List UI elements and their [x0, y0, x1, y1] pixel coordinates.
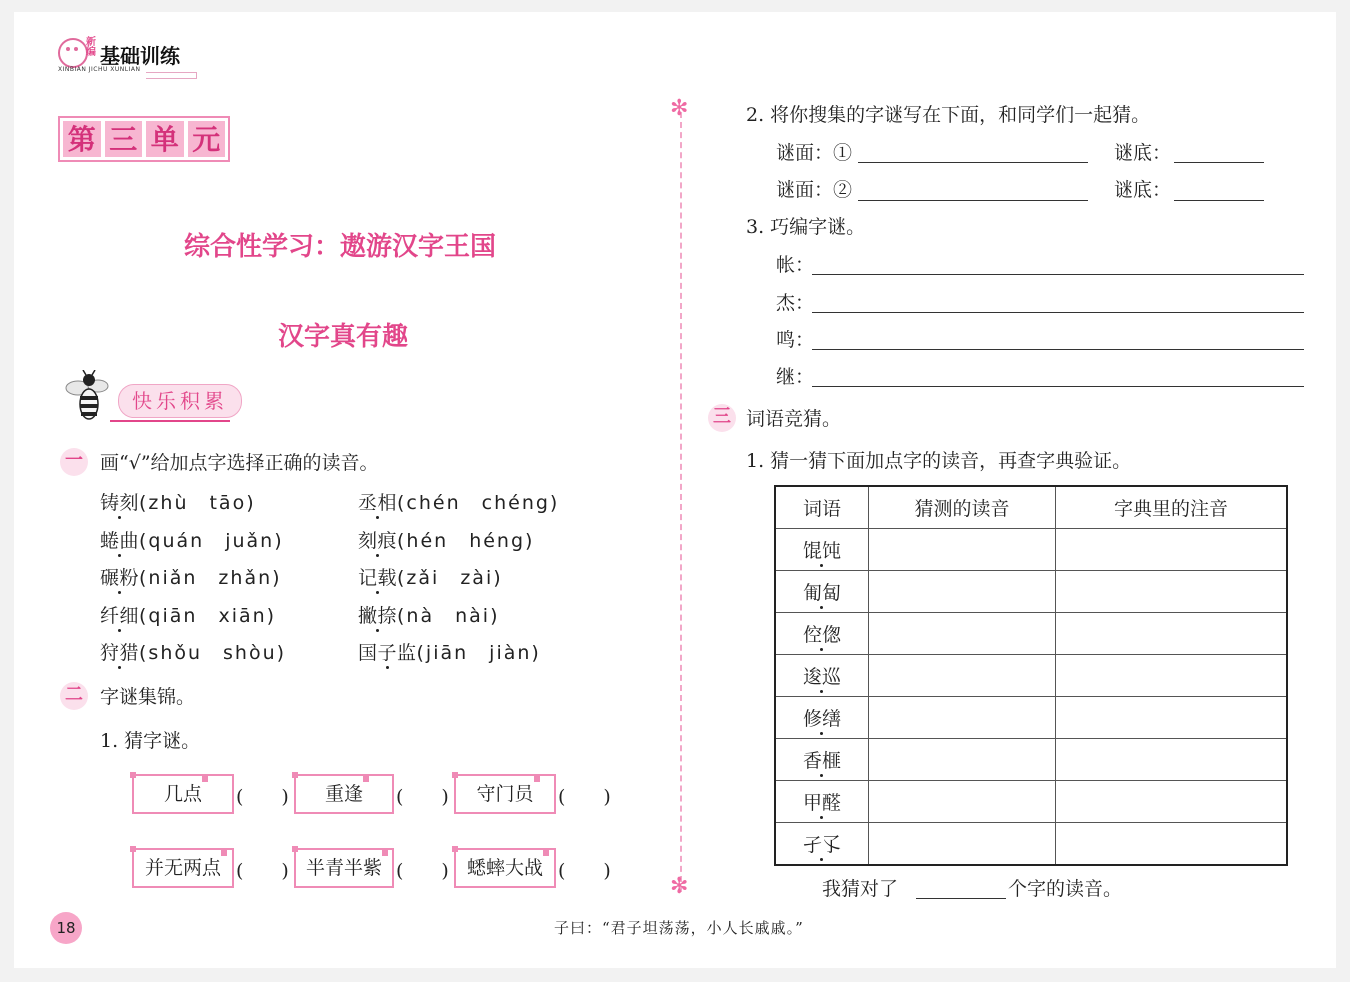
char-riddle-blank[interactable]	[812, 274, 1304, 275]
bee-icon	[64, 370, 110, 426]
brand-title: 基础训练	[100, 44, 180, 68]
guess-cell[interactable]	[869, 781, 1056, 823]
unit-char: 第	[63, 121, 101, 157]
table-word: 甲醛	[803, 788, 841, 815]
char-riddle-blank[interactable]	[812, 312, 1304, 313]
guess-cell[interactable]	[869, 739, 1056, 781]
question-number-badge: 二	[60, 682, 88, 710]
char-label: 杰：	[776, 292, 815, 314]
section-label-happy-accumulation: 快乐积累	[118, 384, 242, 418]
guess-cell[interactable]	[869, 823, 1056, 866]
pinyin-options[interactable]: (niǎn zhǎn)	[139, 567, 282, 589]
question-1-text: 画“√”给加点字选择正确的读音。	[100, 452, 379, 474]
flower-icon: ✻	[670, 96, 689, 121]
pinyin-item	[100, 601, 276, 628]
dictionary-cell[interactable]	[1056, 529, 1288, 571]
riddle-box: 重逢	[294, 774, 394, 814]
footer-quote: 子曰：“君子坦荡荡，小人长戚戚。”	[554, 919, 804, 937]
table-header-cell: 词语	[775, 486, 869, 529]
word: 刻痕	[358, 526, 397, 553]
table-row	[775, 823, 1287, 866]
result-suffix: 个字的读音。	[1008, 878, 1123, 900]
riddle-face-label-2: 谜面：②	[776, 179, 853, 201]
guess-cell[interactable]	[869, 697, 1056, 739]
brand-subtitle: XINBIAN JICHU XUNLIAN	[58, 66, 141, 73]
word-cell	[775, 781, 869, 823]
question-2-sub3: 3. 巧编字谜。	[746, 216, 866, 238]
question-2-sub2: 2. 将你搜集的字谜写在下面，和同学们一起猜。	[746, 104, 1151, 126]
page-number: 18	[50, 912, 82, 944]
table-row	[775, 655, 1287, 697]
riddle-face-blank-1[interactable]	[858, 162, 1088, 163]
unit-char: 元	[188, 121, 226, 157]
answer-parens[interactable]: ( )	[558, 786, 611, 808]
table-row	[775, 781, 1287, 823]
pinyin-item	[358, 601, 500, 628]
pinyin-item	[100, 526, 284, 553]
riddle-answer-label-1: 谜底：	[1114, 142, 1172, 164]
word-cell	[775, 655, 869, 697]
riddle-box: 半青半紫	[294, 848, 394, 888]
pinyin-options[interactable]: (nà nài)	[397, 605, 500, 627]
table-row	[775, 529, 1287, 571]
pinyin-options[interactable]: (hén héng)	[397, 530, 535, 552]
char-riddle-blank[interactable]	[812, 386, 1304, 387]
table-header-cell: 猜测的读音	[869, 486, 1056, 529]
guess-cell[interactable]	[869, 613, 1056, 655]
page-divider	[680, 112, 682, 892]
word-cell	[775, 697, 869, 739]
word-cell	[775, 613, 869, 655]
pinyin-item	[358, 563, 503, 590]
riddle-answer-blank-2[interactable]	[1174, 200, 1264, 201]
char-label: 鸣：	[776, 329, 815, 351]
word-cell	[775, 571, 869, 613]
workbook-page	[14, 12, 1336, 968]
pinyin-item	[358, 526, 534, 553]
answer-parens[interactable]: ( )	[396, 786, 449, 808]
guess-cell[interactable]	[869, 529, 1056, 571]
result-count-blank[interactable]	[916, 898, 1006, 899]
word: 撇捺	[358, 601, 397, 628]
riddle-face-blank-2[interactable]	[858, 200, 1088, 201]
pinyin-options[interactable]: (chén chéng)	[397, 492, 560, 514]
question-3-sub1: 1. 猜一猜下面加点字的读音，再查字典验证。	[746, 450, 1132, 472]
table-word: 倥偬	[803, 620, 841, 647]
pinyin-options[interactable]: (shǒu shòu)	[139, 642, 287, 664]
char-label: 继：	[776, 366, 815, 388]
word-cell	[775, 739, 869, 781]
table-word: 逡巡	[803, 662, 841, 689]
word-cell	[775, 823, 869, 866]
pinyin-options[interactable]: (zǎi zài)	[397, 567, 503, 589]
word: 国子监	[358, 638, 417, 665]
table-word: 修缮	[803, 704, 841, 731]
result-prefix: 我猜对了	[822, 878, 899, 900]
dictionary-cell[interactable]	[1056, 823, 1288, 866]
flower-icon: ✻	[670, 874, 689, 899]
unit-badge	[58, 116, 230, 162]
table-row	[775, 613, 1287, 655]
answer-parens[interactable]: ( )	[558, 860, 611, 882]
question-2-text: 字谜集锦。	[100, 686, 196, 708]
question-3-text: 词语竞猜。	[746, 408, 842, 430]
word: 碾粉	[100, 563, 139, 590]
lesson-subtitle: 汉字真有趣	[278, 322, 409, 352]
riddle-box: 并无两点	[132, 848, 234, 888]
table-row	[775, 739, 1287, 781]
question-2-sub1: 1. 猜字谜。	[100, 730, 201, 752]
riddle-box: 蟋蟀大战	[454, 848, 556, 888]
pinyin-item	[100, 563, 282, 590]
dictionary-cell[interactable]	[1056, 739, 1288, 781]
guess-cell[interactable]	[869, 571, 1056, 613]
dictionary-cell[interactable]	[1056, 655, 1288, 697]
dictionary-cell[interactable]	[1056, 571, 1288, 613]
dictionary-cell[interactable]	[1056, 613, 1288, 655]
table-word: 馄饨	[803, 536, 841, 563]
reading-table	[774, 485, 1288, 866]
question-number-badge: 三	[708, 404, 736, 432]
brand-logo-icon	[58, 38, 88, 68]
char-label: 帐：	[776, 254, 815, 276]
dictionary-cell[interactable]	[1056, 697, 1288, 739]
pinyin-item	[358, 638, 541, 665]
table-header-cell: 字典里的注音	[1056, 486, 1288, 529]
word: 丞相	[358, 488, 397, 515]
riddle-box: 守门员	[454, 774, 556, 814]
answer-parens[interactable]: ( )	[396, 860, 449, 882]
table-word: 孑孓	[803, 830, 841, 857]
pinyin-options[interactable]: (quán juǎn)	[139, 530, 284, 552]
unit-char: 三	[105, 121, 143, 157]
pinyin-options[interactable]: (jiān jiàn)	[416, 642, 541, 664]
word: 狩猎	[100, 638, 139, 665]
answer-parens[interactable]: ( )	[236, 786, 289, 808]
word: 纤细	[100, 601, 139, 628]
table-word: 匍匐	[803, 578, 841, 605]
table-row	[775, 697, 1287, 739]
word: 蜷曲	[100, 526, 139, 553]
table-header-row	[775, 486, 1287, 529]
lesson-title: 综合性学习：遨游汉字王国	[184, 232, 497, 262]
riddle-box: 几点	[132, 774, 234, 814]
riddle-answer-label-2: 谜底：	[1114, 179, 1172, 201]
dictionary-cell[interactable]	[1056, 781, 1288, 823]
riddle-face-label-1: 谜面：①	[776, 142, 853, 164]
table-row	[775, 571, 1287, 613]
brand-prefix: 新编	[86, 37, 96, 58]
pinyin-item	[100, 638, 286, 665]
char-riddle-blank[interactable]	[812, 349, 1304, 350]
pinyin-options[interactable]: (zhù tāo)	[139, 492, 256, 514]
pinyin-options[interactable]: (qiān xiān)	[139, 605, 277, 627]
word: 铸刻	[100, 488, 139, 515]
word-cell	[775, 529, 869, 571]
guess-cell[interactable]	[869, 655, 1056, 697]
question-number-badge: 一	[60, 448, 88, 476]
section-underline	[110, 420, 230, 422]
pinyin-item	[100, 488, 256, 515]
unit-char: 单	[146, 121, 184, 157]
table-word: 香榧	[803, 746, 841, 773]
riddle-answer-blank-1[interactable]	[1174, 162, 1264, 163]
word: 记载	[358, 563, 397, 590]
answer-parens[interactable]: ( )	[236, 860, 289, 882]
pinyin-item	[358, 488, 559, 515]
brand-decor-line	[146, 72, 197, 79]
